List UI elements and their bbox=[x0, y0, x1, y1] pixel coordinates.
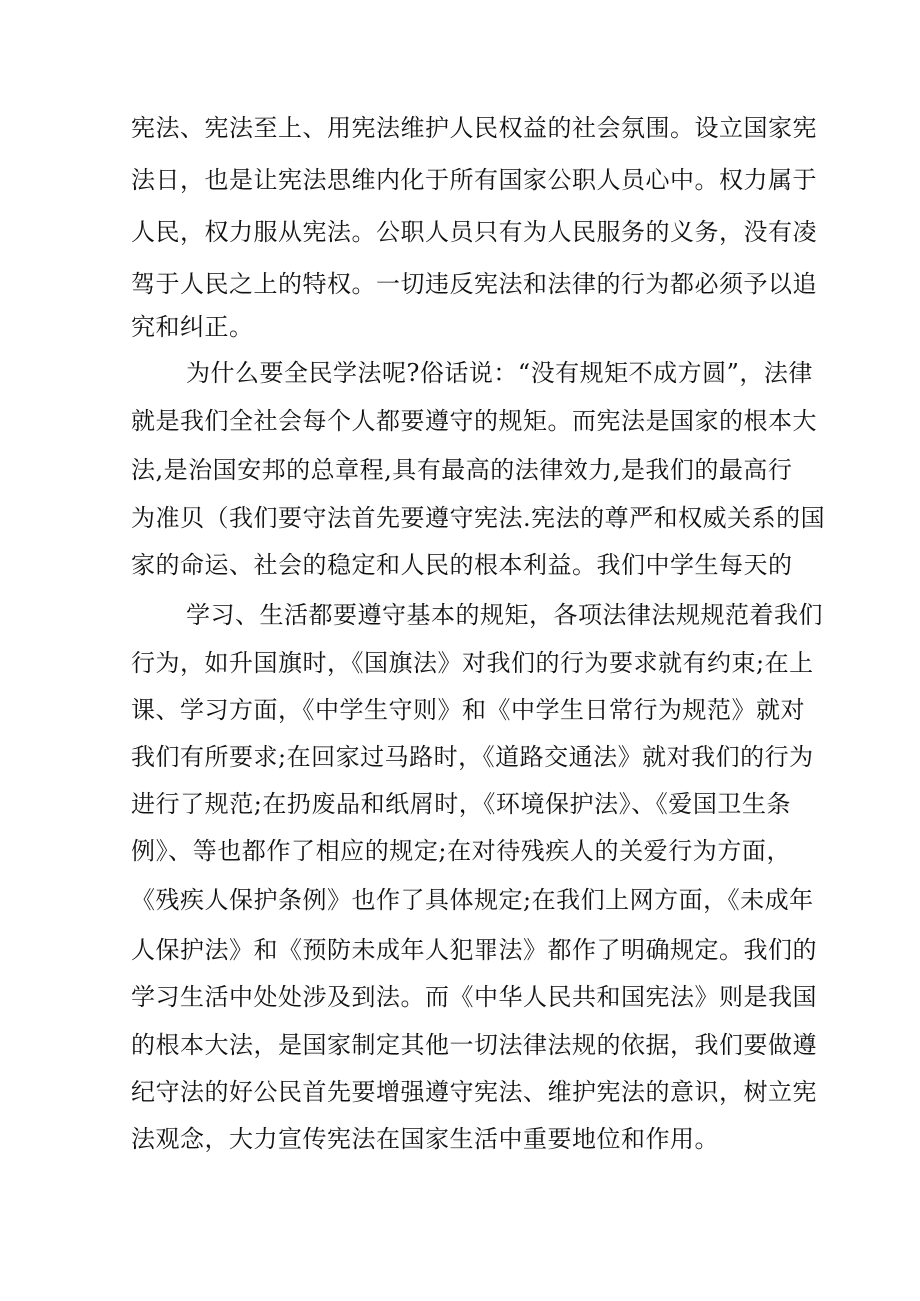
text-line: 进行了规范;在扔废品和纸屑时，《环境保护法》、《爱国卫生条 bbox=[131, 790, 791, 818]
text-line: 学习生活中处处涉及到法。而《中华人民共和国宪法》则是我国 bbox=[131, 983, 817, 1011]
text-line: 学习、生活都要遵守基本的规矩，各项法律法规规范着我们 bbox=[186, 601, 823, 629]
text-line: 课、学习方面，《中学生守则》和《中学生日常行为规范》就对 bbox=[131, 696, 805, 724]
text-line: 家的命运、社会的稳定和人民的根本利益。我们中学生每天的 bbox=[131, 551, 793, 579]
text-line: 的根本大法，是国家制定其他一切法律法规的依据，我们要做遵 bbox=[131, 1031, 817, 1059]
text-line: 就是我们全社会每个人都要遵守的规矩。而宪法是国家的根本大 bbox=[131, 407, 817, 435]
text-line: 法日，也是让宪法思维内化于所有国家公职人员心中。权力属于 bbox=[131, 166, 817, 194]
text-line: 宪法、宪法至上、用宪法维护人民权益的社会氛围。设立国家宪 bbox=[131, 114, 817, 142]
text-line: 例》、等也都作了相应的规定;在对待残疾人的关爱行为方面， bbox=[131, 837, 791, 865]
text-line: 行为，如升国旗时，《国旗法》对我们的行为要求就有约束;在上 bbox=[131, 649, 814, 677]
text-line: 人保护法》和《预防未成年人犯罪法》都作了明确规定。我们的 bbox=[131, 936, 817, 964]
text-line: 人民，权力服从宪法。公职人员只有为人民服务的义务，没有凌 bbox=[131, 218, 817, 246]
text-line: 纪守法的好公民首先要增强遵守宪法、维护宪法的意识，树立宪 bbox=[131, 1078, 817, 1106]
text-line: 法,是治国安邦的总章程,具有最高的法律效力,是我们的最高行 bbox=[131, 456, 793, 484]
text-line: 《残疾人保护条例》也作了具体规定;在我们上网方面，《未成年 bbox=[131, 886, 814, 914]
text-line: 法观念，大力宣传宪法在国家生活中重要地位和作用。 bbox=[131, 1125, 719, 1153]
text-line: 驾于人民之上的特权。一切违反宪法和法律的行为都必须予以追 bbox=[131, 270, 817, 298]
text-line: 究和纠正。 bbox=[131, 313, 254, 341]
text-line: 为什么要全民学法呢?俗话说：“没有规矩不成方圆”，法律 bbox=[186, 359, 813, 387]
text-line: 为准贝（我们要守法首先要遵守宪法.宪法的尊严和权威关系的国 bbox=[131, 504, 826, 532]
text-line: 我们有所要求;在回家过马路时，《道路交通法》就对我们的行为 bbox=[131, 743, 814, 771]
